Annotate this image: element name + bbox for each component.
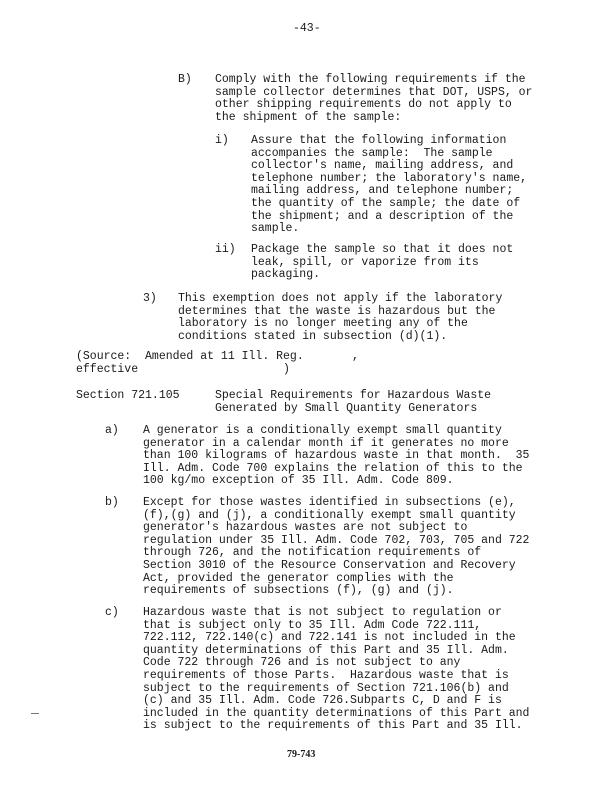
text-line: subject to the requirements of Section 721.106(b) and xyxy=(143,681,509,695)
text-line: packaging. xyxy=(251,268,321,282)
text-line: collector's name, mailing address, and xyxy=(251,159,514,173)
text-line: (Source: Amended at 11 Ill. Reg. , xyxy=(76,350,359,363)
item-3-marker: 3) xyxy=(143,292,157,305)
section-title xyxy=(215,390,491,415)
text-line: telephone number; the laboratory's name, xyxy=(251,171,528,185)
text-line: included in the quantity determinations of this Part and xyxy=(143,706,530,720)
section-number: Section 721.105 xyxy=(76,389,180,402)
text-line: effective ) xyxy=(76,362,290,376)
text-line: mailing address, and telephone number; xyxy=(251,184,514,198)
subsection-a-marker: a) xyxy=(105,424,119,437)
text-line: 722.112, 722.140(c) and 722.141 is not included in the xyxy=(143,631,516,645)
text-line: that is subject only to 35 Ill. Adm Code 722.111, xyxy=(143,618,482,632)
text-line: 100 kg/mo exception of 35 Ill. Adm. Code 809. xyxy=(143,474,454,488)
text-line: the quantity of the sample; the date of xyxy=(251,196,521,210)
text-line: the shipment of the sample: xyxy=(215,110,402,124)
text-line: generator's hazardous wastes are not subject to xyxy=(143,521,468,535)
footer-page-label: 79-743 xyxy=(287,749,316,760)
text-line: (c) and 35 Ill. Adm. Code 726.Subparts C, D and F is xyxy=(143,694,502,708)
text-line: Package the sample so that it does not xyxy=(251,243,514,256)
text-line: quantity determinations of this Part and 35 Ill. Adm. xyxy=(143,643,509,657)
text-line: Generated by Small Quantity Generators xyxy=(215,401,478,415)
subsection-a-text xyxy=(143,425,529,488)
text-line: Code 722 through 726 and is not subject to any xyxy=(143,656,461,670)
text-line: A generator is a conditionally exempt small quantity xyxy=(143,424,502,437)
item-b-text xyxy=(215,74,532,124)
text-line: Act, provided the generator complies with the xyxy=(143,571,454,585)
text-line: conditions stated in subsection (d)(1). xyxy=(178,329,448,343)
text-line: (f),(g) and (j), a conditionally exempt small quantity xyxy=(143,508,516,522)
text-line: This exemption does not apply if the laboratory xyxy=(178,292,503,305)
item-b-marker: B) xyxy=(178,73,192,86)
item-b-ii-marker: ii) xyxy=(215,243,236,256)
text-line: other shipping requirements do not apply to xyxy=(215,98,512,112)
text-line: Except for those wastes identified in subsections (e), xyxy=(143,496,516,509)
source-note xyxy=(76,351,359,376)
text-line: the shipment; and a description of the xyxy=(251,209,514,223)
text-line: requirements of subsections (f), (g) and (j). xyxy=(143,584,454,598)
margin-mark xyxy=(31,713,39,714)
text-line: generator in a calendar month if it generates no more xyxy=(143,436,509,450)
text-line: sample collector determines that DOT, USPS, or xyxy=(215,85,533,99)
text-line: regulation under 35 Ill. Adm. Code 702, 703, 705 and 722 xyxy=(143,533,530,547)
item-3-text xyxy=(178,293,502,343)
text-line: is subject to the requirements of this Part and 35 Ill. xyxy=(143,719,523,733)
text-line: sample. xyxy=(251,222,300,236)
page-number: -43- xyxy=(293,22,321,35)
text-line: than 100 kilograms of hazardous waste in that month. 35 xyxy=(143,449,530,463)
text-line: laboratory is no longer meeting any of the xyxy=(178,317,468,331)
subsection-b-text xyxy=(143,497,529,598)
text-line: through 726, and the notification requirements of xyxy=(143,546,482,560)
text-line: Hazardous waste that is not subject to regulation or xyxy=(143,606,502,619)
text-line: Ill. Adm. Code 700 explains the relation of this to the xyxy=(143,461,523,475)
text-line: Assure that the following information xyxy=(251,134,507,147)
item-b-i-marker: i) xyxy=(215,134,229,147)
item-b-ii-text xyxy=(251,244,513,282)
text-line: accompanies the sample: The sample xyxy=(251,146,493,160)
subsection-b-marker: b) xyxy=(105,496,119,509)
text-line: Section 3010 of the Resource Conservation and Recovery xyxy=(143,558,516,572)
text-line: leak, spill, or vaporize from its xyxy=(251,255,479,269)
text-line: Comply with the following requirements if the xyxy=(215,73,526,86)
subsection-c-marker: c) xyxy=(105,606,119,619)
item-b-i-text xyxy=(251,135,527,236)
text-line: requirements of those Parts. Hazardous waste that is xyxy=(143,668,509,682)
text-line: determines that the waste is hazardous but the xyxy=(178,304,496,318)
text-line: Special Requirements for Hazardous Waste xyxy=(215,389,492,402)
subsection-c-text xyxy=(143,607,529,733)
